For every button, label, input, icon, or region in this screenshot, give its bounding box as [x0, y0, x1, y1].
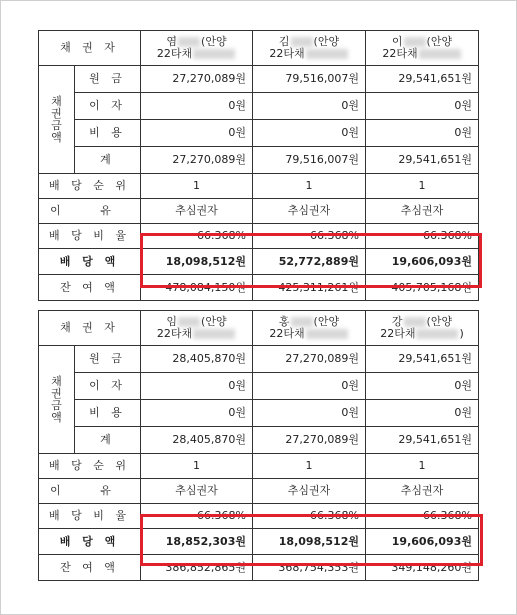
value-cell: 추심권자 — [366, 479, 479, 504]
row-label: 배 당 비 율 — [39, 224, 141, 249]
value-cell: 1 — [141, 174, 253, 199]
value-cell: 66.368% — [366, 224, 479, 249]
highlight-box-1 — [140, 233, 482, 288]
value-cell: 0원 — [366, 373, 479, 400]
rank-row — [39, 454, 479, 479]
creditor-name-cell: 김 (안양 22타채 — [253, 31, 366, 66]
row-label: 계 — [75, 427, 141, 454]
row-label: 이 자 — [75, 93, 141, 120]
table-row — [39, 66, 479, 93]
value-cell: 추심권자 — [253, 479, 366, 504]
value-cell: 66.368% — [253, 224, 366, 249]
value-cell: 0원 — [366, 400, 479, 427]
value-cell: 27,270,089원 — [253, 427, 366, 454]
value-cell: 추심권자 — [366, 199, 479, 224]
row-label: 배 당 순 위 — [39, 174, 141, 199]
value-cell: 0원 — [141, 120, 253, 147]
value-cell: 29,541,651원 — [366, 147, 479, 174]
table-row — [39, 147, 479, 174]
value-cell: 0원 — [253, 400, 366, 427]
row-label: 원 금 — [75, 346, 141, 373]
highlight-box-2 — [140, 514, 483, 566]
value-cell: 0원 — [141, 400, 253, 427]
value-cell: 18,852,303원 — [141, 529, 253, 555]
value-cell: 0원 — [366, 93, 479, 120]
value-cell: 0원 — [141, 93, 253, 120]
value-cell: 19,606,093원 — [366, 529, 479, 555]
creditor-header-row — [39, 31, 479, 66]
table-row — [39, 373, 479, 400]
row-label: 비 용 — [75, 120, 141, 147]
row-label: 배 당 액 — [39, 249, 141, 275]
value-cell: 1 — [366, 454, 479, 479]
value-cell: 29,541,651원 — [366, 66, 479, 93]
value-cell: 29,541,651원 — [366, 427, 479, 454]
value-cell: 28,405,870원 — [141, 427, 253, 454]
creditor-name-cell: 이 (안양 22타채 — [366, 31, 479, 66]
value-cell: 0원 — [253, 93, 366, 120]
value-cell: 0원 — [253, 373, 366, 400]
creditor-name-cell: 홍 (안양 22타채 — [253, 311, 366, 346]
creditor-name-cell: 강 (안양 22타채 ) — [366, 311, 479, 346]
value-cell: 27,270,089원 — [253, 346, 366, 373]
creditor-header-row — [39, 311, 479, 346]
value-cell: 405,705,168원 — [366, 275, 479, 301]
value-cell: 66.368% — [253, 504, 366, 529]
value-cell: 1 — [253, 454, 366, 479]
value-cell: 0원 — [253, 120, 366, 147]
value-cell: 1 — [253, 174, 366, 199]
row-label: 이 자 — [75, 373, 141, 400]
value-cell: 66.368% — [366, 504, 479, 529]
value-cell: 28,405,870원 — [141, 346, 253, 373]
table-row — [39, 400, 479, 427]
table-row — [39, 120, 479, 147]
creditor-header-label: 채 권 자 — [39, 31, 141, 66]
value-cell: 추심권자 — [141, 479, 253, 504]
reason-row — [39, 199, 479, 224]
value-cell: 368,754,353원 — [253, 555, 366, 581]
value-cell: 478,084,150원 — [141, 275, 253, 301]
row-label: 계 — [75, 147, 141, 174]
value-cell: 1 — [366, 174, 479, 199]
row-label: 잔 여 액 — [39, 275, 141, 301]
row-label: 잔 여 액 — [39, 555, 141, 581]
value-cell: 27,270,089원 — [141, 147, 253, 174]
value-cell: 79,516,007원 — [253, 66, 366, 93]
value-cell: 79,516,007원 — [253, 147, 366, 174]
reason-row — [39, 479, 479, 504]
table-row — [39, 93, 479, 120]
value-cell: 0원 — [141, 373, 253, 400]
value-cell: 추심권자 — [141, 199, 253, 224]
claim-amount-category: 채 권 금 액 — [39, 66, 75, 174]
table-row — [39, 427, 479, 454]
value-cell: 18,098,512원 — [253, 529, 366, 555]
creditor-name-cell: 임 (안양 22타채 — [141, 311, 253, 346]
row-label: 원 금 — [75, 66, 141, 93]
row-label: 이 유 — [39, 479, 141, 504]
rank-row — [39, 174, 479, 199]
value-cell: 18,098,512원 — [141, 249, 253, 275]
value-cell: 349,148,260원 — [366, 555, 479, 581]
row-label: 비 용 — [75, 400, 141, 427]
row-label: 배 당 액 — [39, 529, 141, 555]
row-label: 배 당 순 위 — [39, 454, 141, 479]
claim-amount-category: 채 권 금 액 — [39, 346, 75, 454]
value-cell: 29,541,651원 — [366, 346, 479, 373]
value-cell: 425,311,261원 — [253, 275, 366, 301]
row-label: 배 당 비 율 — [39, 504, 141, 529]
value-cell: 52,772,889원 — [253, 249, 366, 275]
value-cell: 66.368% — [141, 224, 253, 249]
creditor-name-cell: 염 (안양 22타채 — [141, 31, 253, 66]
value-cell: 19,606,093원 — [366, 249, 479, 275]
table-row — [39, 346, 479, 373]
value-cell: 27,270,089원 — [141, 66, 253, 93]
value-cell: 0원 — [366, 120, 479, 147]
row-label: 이 유 — [39, 199, 141, 224]
value-cell: 추심권자 — [253, 199, 366, 224]
value-cell: 1 — [141, 454, 253, 479]
value-cell: 66.368% — [141, 504, 253, 529]
creditor-header-label: 채 권 자 — [39, 311, 141, 346]
value-cell: 386,852,865원 — [141, 555, 253, 581]
